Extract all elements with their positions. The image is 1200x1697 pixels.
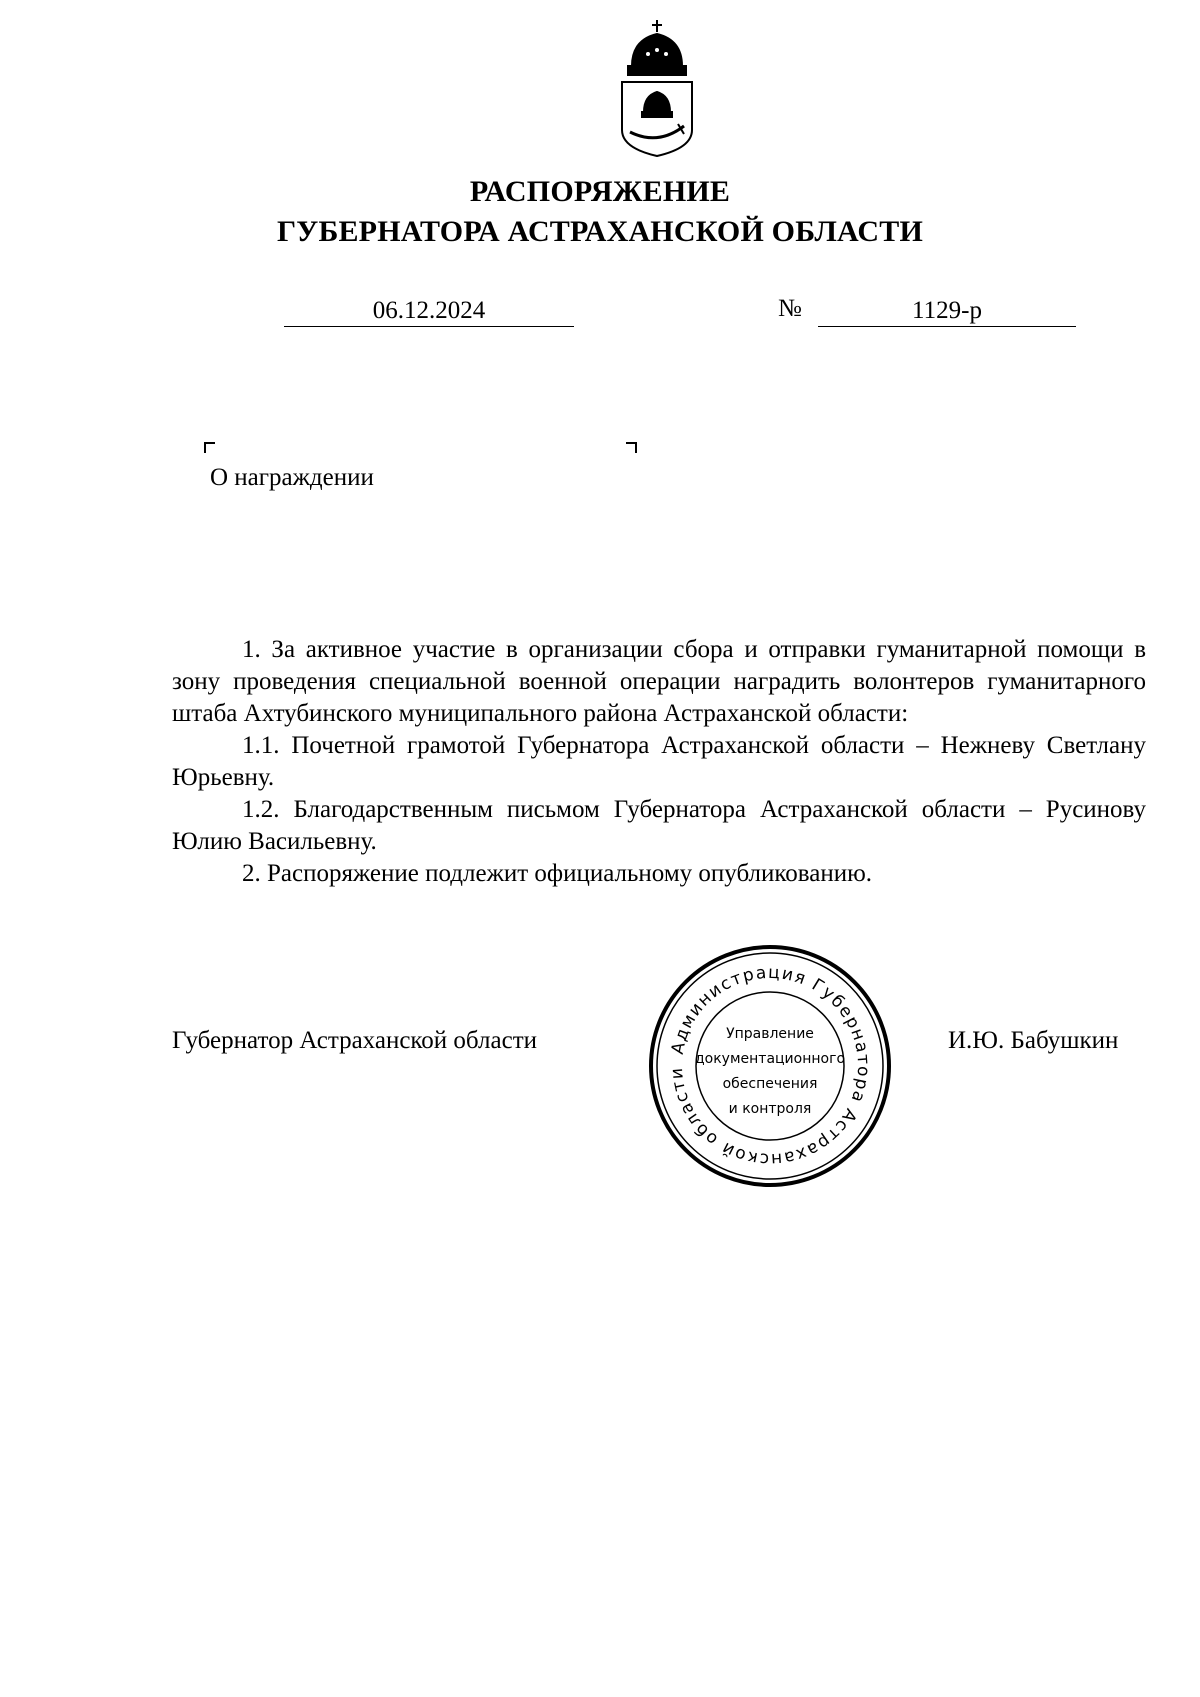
seal-center-line-4: и контроля — [728, 1101, 812, 1117]
document-number: 1129-р — [818, 296, 1076, 327]
number-label: № — [778, 295, 802, 322]
paragraph-1: 1. За активное участие в организации сбора и отправки гуманитарной помощи в зону проведения специальной военной операции наградить волонтеров гуманитарного штаба Ахтубинского муниципального района Астраханской области: — [172, 636, 1146, 727]
subject-corner-left — [204, 442, 215, 453]
seal-center-line-1: Управление — [726, 1026, 814, 1042]
document-title: РАСПОРЯЖЕНИЕ — [469, 175, 731, 208]
official-seal-icon — [647, 943, 893, 1189]
document-date: 06.12.2024 — [284, 296, 574, 327]
paragraph-1-2: 1.2. Благодарственным письмом Губернатора Астраханской области – Русинову Юлию Васильевну. — [172, 796, 1146, 855]
signatory-title: Губернатор Астраханской области — [172, 1027, 538, 1054]
document-subject: О награждении — [210, 464, 374, 491]
document-issuer: ГУБЕРНАТОРА АСТРАХАНСКОЙ ОБЛАСТИ — [276, 215, 924, 248]
seal-center-line-2: документационного — [694, 1051, 846, 1067]
coat-of-arms-icon — [618, 18, 696, 158]
document-body — [172, 634, 1146, 890]
paragraph-2: 2. Распоряжение подлежит официальному опубликованию. — [242, 860, 873, 887]
seal-center-line-3: обеспечения — [722, 1076, 818, 1092]
paragraph-1-1: 1.1. Почетной грамотой Губернатора Астраханской области – Нежневу Светлану Юрьевну. — [172, 732, 1146, 791]
seal-ring-text: Администрация Губернатора Астраханской области — [666, 962, 874, 1170]
subject-corner-right — [626, 442, 637, 453]
signatory-name: И.Ю. Бабушкин — [948, 1027, 1119, 1054]
